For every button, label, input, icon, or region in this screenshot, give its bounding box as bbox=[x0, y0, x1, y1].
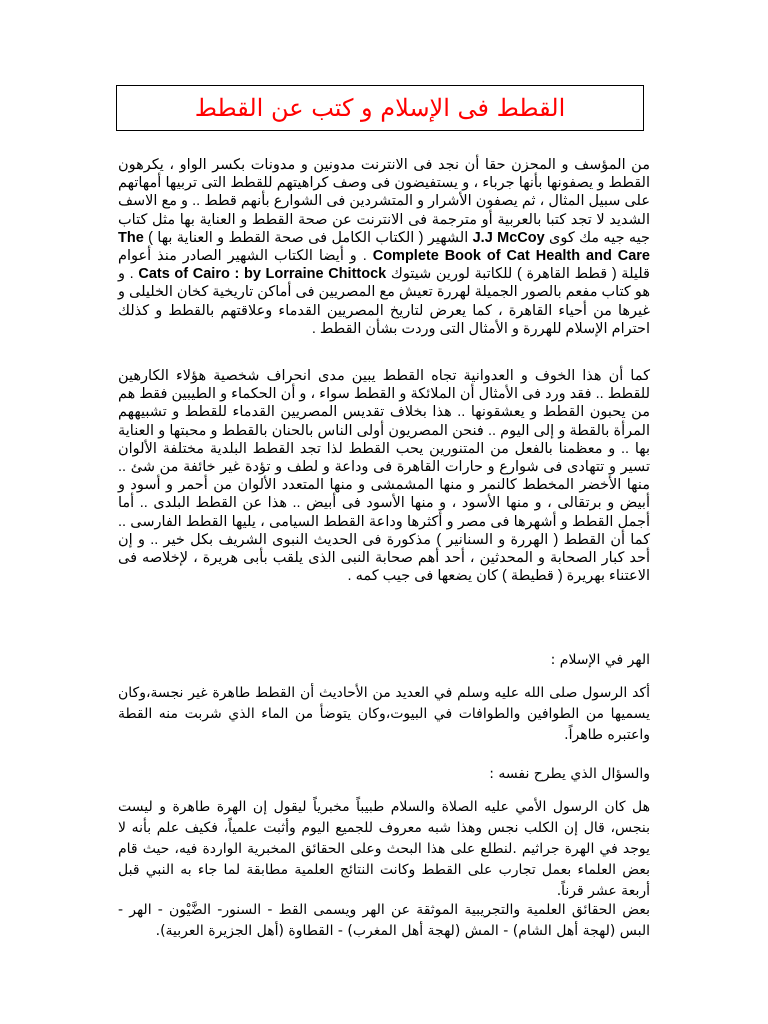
islam-paragraph: أكد الرسول صلى الله عليه وسلم في العديد من الأحاديث أن القطط طاهرة غير نجسة،وكان يسميها من الطوافين والطوافات في البيوت،وكان يتوضأ من الماء الذي شربت منه القطة واعتبره طاهراً. bbox=[118, 685, 650, 743]
book-title-latin: The Complete Book of Cat Health and Care bbox=[118, 229, 651, 265]
intro-text-4: . و هو كتاب مفعم بالصور الجميلة لهررة تعيش مع المصريين فى أماكن تاريخية كخان الخليلى و غيرها من أحياء القاهرة ، كما يعرض لتاريخ المصريين القدماء وعلاقتهم بالقطط و كذلك احترام الإسلام للهررة و الأمثال التى وردت بشأن القطط . bbox=[117, 266, 650, 337]
intro-text-3: . و أيضا الكتاب الشهير الصادر منذ أعوام قليلة ( قطط القاهرة ) للكاتبة لورين شيتوك bbox=[118, 248, 650, 283]
facts-paragraph: بعض الحقائق العلمية والتجريبية الموثقة عن الهر ويسمى القط - السنور- الضَّيْون - الهر - البس (لهجة أهل الشام) - المش (لهجة أهل المغرب) - القطاوة (أهل الجزيرة العربية). bbox=[118, 902, 650, 939]
book-title-cairo-latin: Cats of Cairo : by Lorraine Chittock bbox=[138, 266, 387, 283]
intro-paragraph bbox=[118, 156, 650, 356]
author-name-latin: J.J McCoy bbox=[472, 229, 545, 246]
question-heading: والسؤال الذي يطرح نفسه : bbox=[489, 766, 650, 782]
page-title: القطط فى الإسلام و كتب عن القطط bbox=[194, 94, 566, 122]
intro-text-2: الشهير ( الكتاب الكامل فى صحة القطط و العناية بها ) bbox=[148, 229, 469, 246]
question-paragraph: هل كان الرسول الأمي عليه الصلاة والسلام طبيباً مخبرياً ليقول إن الهرة طاهرة و ليست بنجس، قال إن الكلب نجس وهذا شبه معروف للجميع اليوم وأثبت علمياً، فكيف علم بأنه لا يوجد في الهرة جراثيم .لنطلع على هذا البحث وعلى الحقائق المخبرية الواردة فيه، حيث قام بعض العلماء بعمل تجارب على القطط وكانت النتائج العلمية مطابقة لما جاء به النبي قبل أربعة عشر قرناً. bbox=[118, 799, 650, 899]
intro-text-1: من المؤسف و المحزن حقا أن نجد فى الانترنت مدونين و مدونات بكسر الواو ، يكرهون القطط و يصفونها بأنها جرباء ، و يستفيضون فى وصف كراهيتهم للقطط التى تربيها أمهاتهم على سبيل المثال ، ثم يصفون الأشرار و المتشردين فى الشوارع بأنهم قطط .. و مع الاسف الشديد لا تجد كتبا بالعربية أو مترجمة فى الانترنت عن صحة القطط و العناية بها مثل كتاب جيه جيه مك كوى bbox=[118, 157, 650, 246]
section-heading: الهر في الإسلام : bbox=[550, 652, 650, 668]
cats-paragraph: كما أن هذا الخوف و العدوانية تجاه القطط يبين مدى انحراف شخصية هؤلاء الكارهين للقطط .. فقد ورد فى الأمثال أن الملائكة و القطط سواء ، و أن الحكماء و الطيبين فقط هم من يحبون القطط و يعشقونها .. هذا بخلاف تقديس المصريين القدماء للقطط و تشبيههم المرأة بالقطة و إلى اليوم .. فنحن المصريون أولى الناس بالحنان بالقطط و محبتها و العناية بها .. و معظمنا بالفعل من المتنورين يحب القطط لذا تجد القطط البلدية مختلفة الألوان تسير و تتهادى فى شوارع و حارات القاهرة فى وداعة و لطف و تؤدة غير خائفة من شئ .. منها الأخضر المخطط كالنمر و منها المشمشى و منها المتعدد الألوان من أحمر و أسود و أبيض و برتقالى ، و منها الأسود ، و منها الأسود فى أبيض .. هذا عن القطط البلدى .. أما أجمل القطط و أشهرها فى مصر و أكثرها وداعة القطط السيامى ، يليها القطط الفارسى .. كما أن القطط ( الهررة و السنانير ) مذكورة فى الحديث النبوى الشريف بكل خير .. و إن أحد كبار الصحابة و المحدثين ، أحد أهم صحابة النبى الذى يلقب بأبى هريرة ، لإخلاصه فى الاعتناء بهريرة ( قطيطة ) كان يضعها فى جيب كمه . bbox=[118, 368, 650, 585]
title-box bbox=[116, 85, 644, 131]
